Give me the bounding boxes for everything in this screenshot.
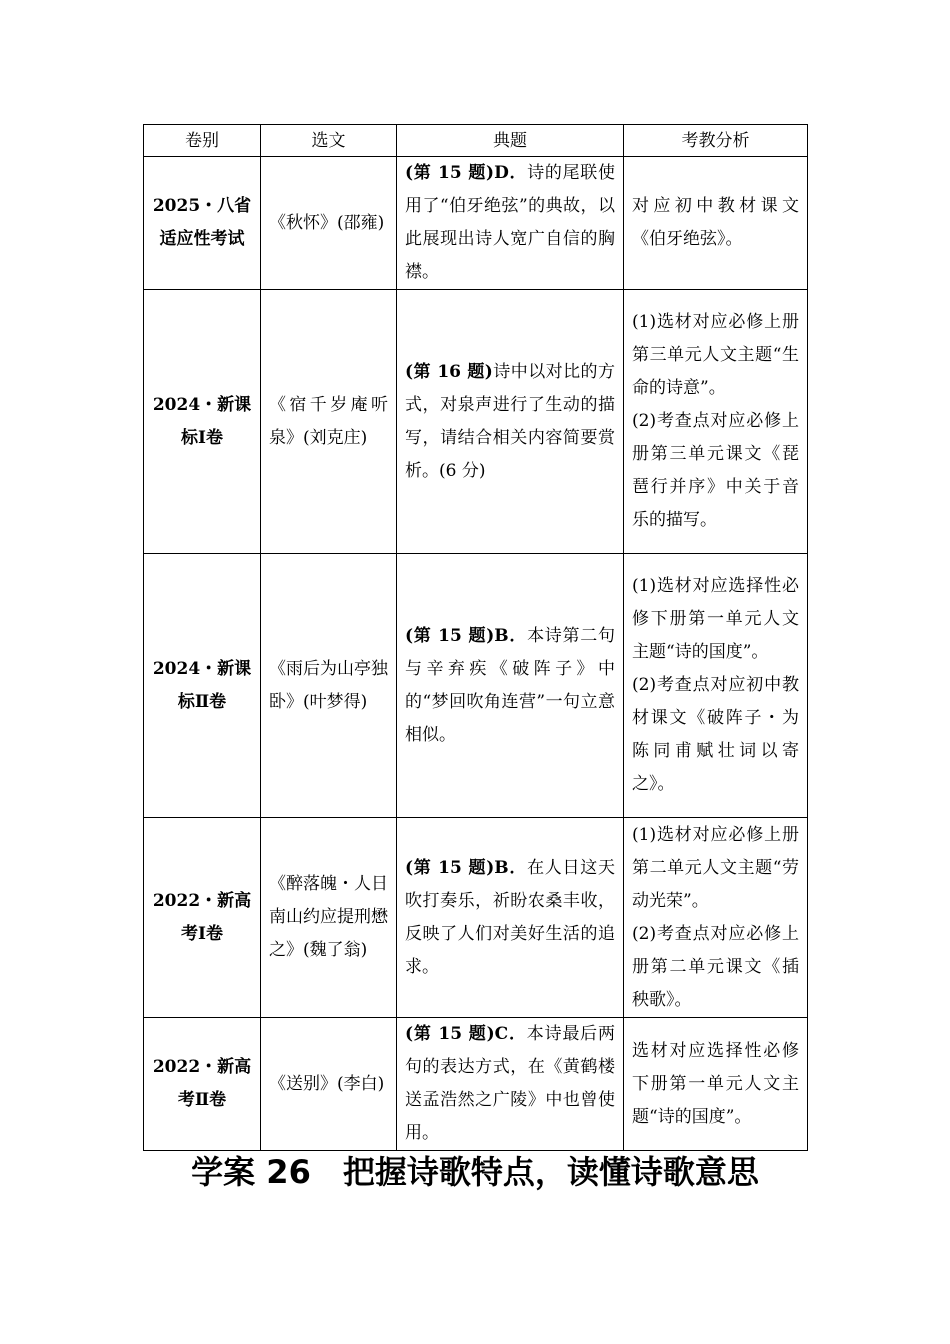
analysis-point: 对应初中教材课文《伯牙绝弦》。 bbox=[632, 196, 799, 249]
question-body: 本诗第二句与辛弃疾《破阵子》中的“梦回吹角连营”一句立意相似。 bbox=[405, 625, 616, 745]
text-cell: 《雨后为山亭独卧》(叶梦得) bbox=[261, 554, 397, 818]
analysis-point: (2)考查点对应初中教材课文《破阵子・为陈同甫赋壮词以寄之》。 bbox=[632, 675, 799, 794]
paper-cell: 2022・新高考Ⅱ卷 bbox=[144, 1018, 261, 1151]
analysis-cell bbox=[624, 290, 808, 554]
header-paper: 卷别 bbox=[144, 125, 261, 157]
question-cell bbox=[397, 290, 624, 554]
paper-cell: 2025・八省适应性考试 bbox=[144, 157, 261, 290]
question-cell bbox=[397, 1018, 624, 1151]
analysis-point: (2)考查点对应必修上册第三单元课文《琵琶行并序》中关于音乐的描写。 bbox=[632, 411, 799, 530]
text-cell: 《醉落魄・人日南山约应提刑懋之》(魏了翁) bbox=[261, 818, 397, 1018]
paper-cell: 2024・新课标Ⅱ卷 bbox=[144, 554, 261, 818]
question-body: 在人日这天吹打奏乐，祈盼农桑丰收，反映了人们对美好生活的追求。 bbox=[405, 857, 616, 977]
paper-cell: 2022・新高考Ⅰ卷 bbox=[144, 818, 261, 1018]
exam-analysis-table bbox=[143, 124, 808, 1151]
question-cell bbox=[397, 818, 624, 1018]
question-body: 诗中以对比的方式，对泉声进行了生动的描写，请结合相关内容简要赏析。(6 分) bbox=[405, 361, 615, 481]
question-cell bbox=[397, 157, 624, 290]
text-cell: 《送别》(李白) bbox=[261, 1018, 397, 1151]
analysis-cell bbox=[624, 1018, 808, 1151]
table-row bbox=[144, 290, 808, 554]
analysis-point: (1)选材对应必修上册第二单元人文主题“劳动光荣”。 bbox=[632, 824, 799, 911]
question-number: (第 15 题)D． bbox=[405, 163, 528, 183]
header-question: 典题 bbox=[397, 125, 624, 157]
question-number: (第 15 题)C． bbox=[405, 1024, 527, 1044]
lesson-title: 学案 26 把握诗歌特点，读懂诗歌意思 bbox=[191, 1153, 759, 1191]
table-row bbox=[144, 1018, 808, 1151]
table-row bbox=[144, 554, 808, 818]
header-analysis: 考教分析 bbox=[624, 125, 808, 157]
question-body: 诗的尾联使用了“伯牙绝弦”的典故，以此展现出诗人宽广自信的胸襟。 bbox=[405, 163, 616, 282]
paper-cell: 2024・新课标Ⅰ卷 bbox=[144, 290, 261, 554]
analysis-cell bbox=[624, 554, 808, 818]
text-cell: 《宿千岁庵听泉》(刘克庄) bbox=[261, 290, 397, 554]
question-body: 本诗最后两句的表达方式，在《黄鹤楼送孟浩然之广陵》中也曾使用。 bbox=[405, 1024, 615, 1143]
question-number: (第 15 题)B． bbox=[405, 625, 528, 646]
table-header-row bbox=[144, 125, 808, 157]
question-cell bbox=[397, 554, 624, 818]
table-row bbox=[144, 818, 808, 1018]
analysis-point: (2)考查点对应必修上册第二单元课文《插秧歌》。 bbox=[632, 923, 799, 1010]
analysis-cell bbox=[624, 157, 808, 290]
header-text: 选文 bbox=[261, 125, 397, 157]
text-cell: 《秋怀》(邵雍) bbox=[261, 157, 397, 290]
question-number: (第 16 题) bbox=[405, 361, 493, 382]
table-row bbox=[144, 157, 808, 290]
analysis-point: (1)选材对应必修上册第三单元人文主题“生命的诗意”。 bbox=[632, 312, 799, 398]
question-number: (第 15 题)B． bbox=[405, 857, 528, 878]
analysis-point: (1)选材对应选择性必修下册第一单元人文主题“诗的国度”。 bbox=[632, 576, 799, 662]
analysis-point: 选材对应选择性必修下册第一单元人文主题“诗的国度”。 bbox=[632, 1040, 799, 1127]
analysis-cell bbox=[624, 818, 808, 1018]
